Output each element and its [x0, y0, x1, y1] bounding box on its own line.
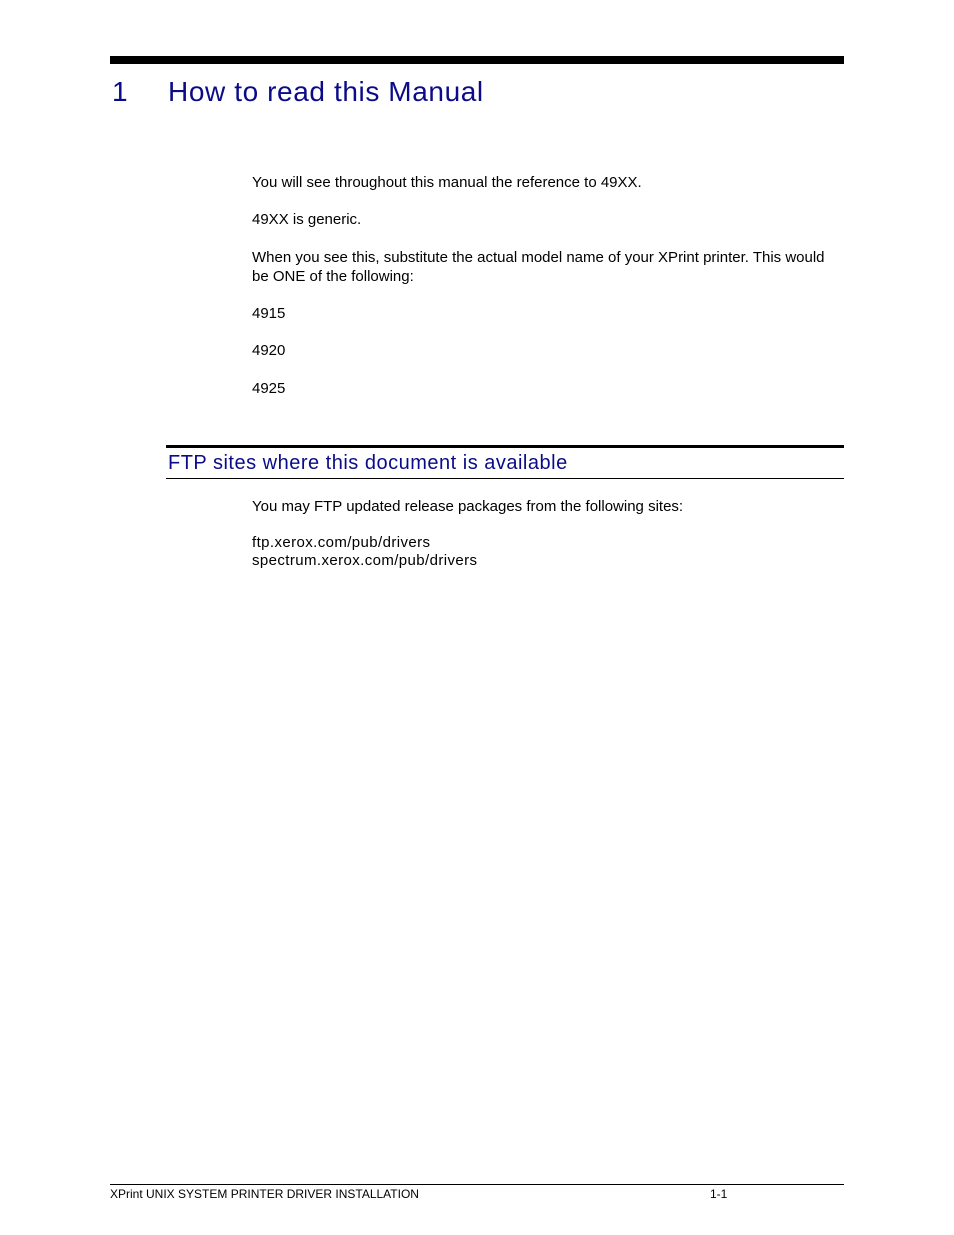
ftp-site-item: spectrum.xerox.com/pub/drivers	[252, 552, 478, 569]
section-bottom-rule	[166, 478, 844, 479]
intro-line-reference: You will see throughout this manual the reference to 49XX.	[252, 174, 642, 191]
footer-page-number: 1-1	[710, 1187, 728, 1201]
model-4925: 4925	[252, 380, 286, 397]
model-list-item	[252, 379, 844, 398]
model-list-item	[252, 304, 844, 323]
model-list-item	[252, 341, 844, 360]
chapter-title: How to read this Manual	[168, 76, 484, 107]
intro-paragraph-generic	[252, 210, 844, 229]
footer-document-title: XPrint UNIX SYSTEM PRINTER DRIVER INSTALLATION	[110, 1187, 419, 1201]
intro-paragraph-reference	[252, 173, 844, 192]
ftp-site-list	[252, 534, 844, 570]
section-heading: FTP sites where this document is available	[168, 452, 568, 474]
section-intro-line: You may FTP updated release packages from the following sites:	[252, 498, 684, 515]
chapter-number: 1	[112, 76, 129, 107]
chapter-top-rule	[110, 56, 844, 64]
ftp-site-item: ftp.xerox.com/pub/drivers	[252, 534, 431, 551]
intro-line-generic: 49XX is generic.	[252, 211, 362, 228]
intro-paragraph-substitute	[252, 248, 844, 286]
chapter-heading	[112, 74, 842, 110]
model-4920: 4920	[252, 342, 286, 359]
section-intro-paragraph	[252, 497, 844, 516]
intro-line-substitute: When you see this, substitute the actual model name of your XPrint printer. This would be ONE of the following:	[252, 249, 825, 285]
section-top-rule	[166, 445, 844, 448]
footer-rule	[110, 1184, 844, 1185]
model-4915: 4915	[252, 305, 286, 322]
